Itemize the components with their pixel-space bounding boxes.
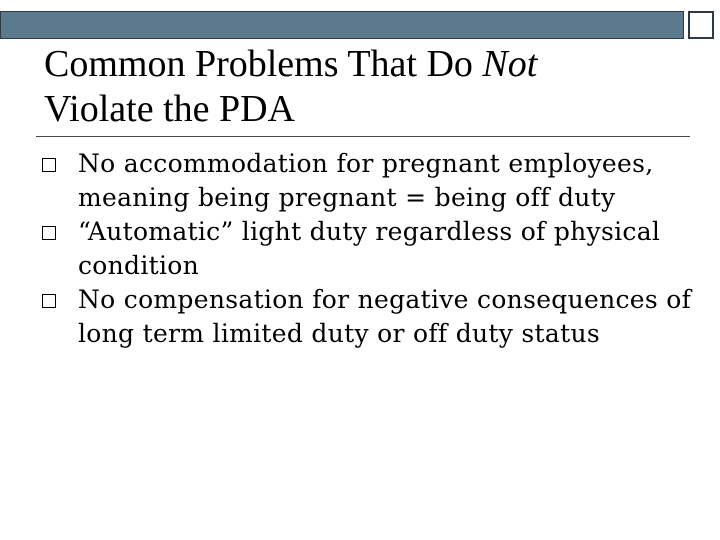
header-corner-square — [688, 11, 714, 39]
bullet-item — [42, 147, 702, 215]
slide-title — [44, 42, 684, 132]
bullet-text: No compensation for negative consequences of long term limited duty or off duty status — [78, 285, 692, 348]
hollow-square-icon — [42, 158, 56, 172]
title-divider — [36, 136, 690, 137]
bullet-text: “Automatic” light duty regardless of physical condition — [78, 217, 661, 280]
title-line-1 — [44, 42, 684, 87]
bullet-text: No accommodation for pregnant employees, meaning being pregnant = being off duty — [78, 149, 654, 212]
hollow-square-icon — [42, 226, 56, 240]
hollow-square-icon — [42, 294, 56, 308]
header-bar — [0, 11, 684, 39]
title-emphasis: Not — [482, 43, 538, 85]
bullet-item — [42, 215, 702, 283]
title-prefix: Common Problems That Do — [44, 43, 483, 85]
title-line-2: Violate the PDA — [44, 88, 296, 130]
bullet-list — [42, 147, 702, 351]
bullet-item — [42, 283, 702, 351]
